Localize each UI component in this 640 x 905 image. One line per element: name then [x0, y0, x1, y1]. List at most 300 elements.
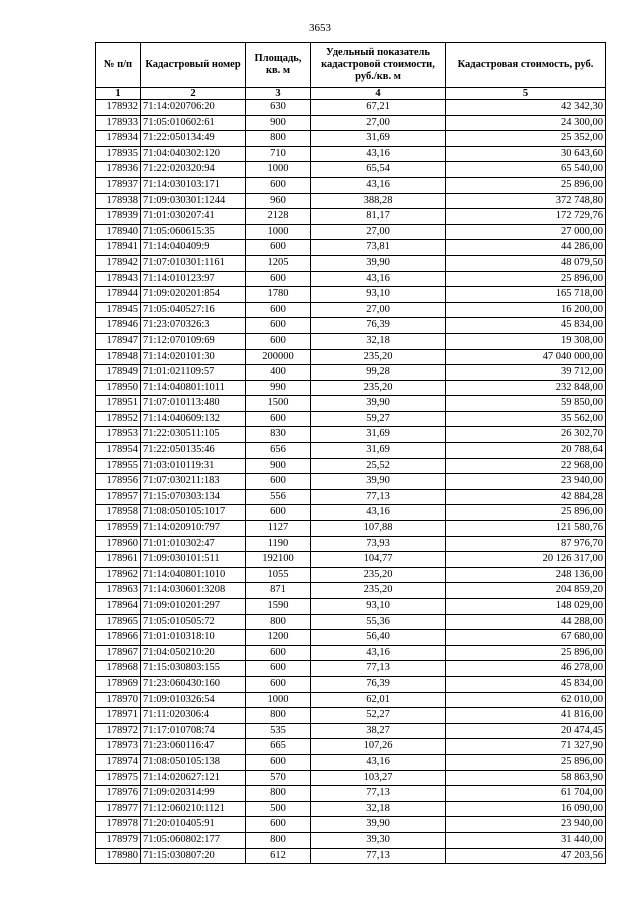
unit-value: 235,20 [311, 349, 446, 365]
area: 960 [246, 193, 311, 209]
area: 1190 [246, 536, 311, 552]
row-index: 178957 [96, 489, 141, 505]
cadastral-number: 71:15:030807:20 [141, 848, 246, 864]
row-index: 178941 [96, 240, 141, 256]
cadastral-number: 71:07:010113:480 [141, 396, 246, 412]
table-row [96, 614, 606, 630]
cadastral-value: 165 718,00 [446, 287, 606, 303]
cadastral-number: 71:12:060210:1121 [141, 801, 246, 817]
cadastral-number: 71:07:030211:183 [141, 474, 246, 490]
unit-value: 77,13 [311, 848, 446, 864]
unit-value: 76,39 [311, 318, 446, 334]
cadastral-value: 248 136,00 [446, 567, 606, 583]
row-index: 178977 [96, 801, 141, 817]
area: 1000 [246, 162, 311, 178]
unit-value: 43,16 [311, 505, 446, 521]
cadastral-number: 71:23:070326:3 [141, 318, 246, 334]
cadastral-number: 71:14:040609:132 [141, 411, 246, 427]
area: 800 [246, 131, 311, 147]
area: 612 [246, 848, 311, 864]
area: 600 [246, 817, 311, 833]
cadastral-number: 71:03:010119:31 [141, 458, 246, 474]
table-row [96, 224, 606, 240]
table-row [96, 146, 606, 162]
row-index: 178964 [96, 599, 141, 615]
table-row [96, 817, 606, 833]
page-number: 3653 [309, 22, 331, 34]
row-index: 178978 [96, 817, 141, 833]
unit-value: 77,13 [311, 489, 446, 505]
unit-value: 73,93 [311, 536, 446, 552]
cadastral-number: 71:14:020101:30 [141, 349, 246, 365]
row-index: 178948 [96, 349, 141, 365]
row-index: 178966 [96, 630, 141, 646]
area: 600 [246, 271, 311, 287]
table-row [96, 380, 606, 396]
row-index: 178971 [96, 708, 141, 724]
area: 1055 [246, 567, 311, 583]
column-number-row [96, 88, 606, 100]
cadastral-value: 42 342,30 [446, 100, 606, 116]
table-row [96, 536, 606, 552]
area: 900 [246, 115, 311, 131]
area: 192100 [246, 552, 311, 568]
table-row [96, 240, 606, 256]
area: 1000 [246, 692, 311, 708]
cadastral-value: 48 079,50 [446, 255, 606, 271]
row-index: 178944 [96, 287, 141, 303]
cadastral-value: 20 474,45 [446, 723, 606, 739]
cadastral-value: 19 308,00 [446, 333, 606, 349]
row-index: 178952 [96, 411, 141, 427]
cadastral-value: 148 029,00 [446, 599, 606, 615]
unit-value: 67,21 [311, 100, 446, 116]
cadastral-value: 25 896,00 [446, 271, 606, 287]
cadastral-number: 71:14:020627:121 [141, 770, 246, 786]
header-index: № п/п [96, 43, 141, 88]
row-index: 178933 [96, 115, 141, 131]
row-index: 178979 [96, 832, 141, 848]
table-row [96, 754, 606, 770]
table-row [96, 365, 606, 381]
unit-value: 31,69 [311, 443, 446, 459]
unit-value: 73,81 [311, 240, 446, 256]
header-cadastral-number: Кадастровый номер [141, 43, 246, 88]
cadastral-value: 25 896,00 [446, 177, 606, 193]
cadastral-number: 71:14:030103:171 [141, 177, 246, 193]
row-index: 178953 [96, 427, 141, 443]
cadastral-number: 71:04:050210:20 [141, 645, 246, 661]
area: 665 [246, 739, 311, 755]
table-row [96, 209, 606, 225]
cadastral-number: 71:14:040801:1011 [141, 380, 246, 396]
row-index: 178960 [96, 536, 141, 552]
table-row [96, 193, 606, 209]
area: 830 [246, 427, 311, 443]
table-row [96, 115, 606, 131]
unit-value: 27,00 [311, 115, 446, 131]
table-row [96, 255, 606, 271]
unit-value: 107,26 [311, 739, 446, 755]
row-index: 178936 [96, 162, 141, 178]
table-row [96, 271, 606, 287]
unit-value: 59,27 [311, 411, 446, 427]
cadastral-value: 45 834,00 [446, 676, 606, 692]
cadastral-value: 26 302,70 [446, 427, 606, 443]
row-index: 178945 [96, 302, 141, 318]
cadastral-value: 23 940,00 [446, 817, 606, 833]
table-row [96, 676, 606, 692]
row-index: 178976 [96, 786, 141, 802]
table-row [96, 131, 606, 147]
area: 1780 [246, 287, 311, 303]
row-index: 178959 [96, 521, 141, 537]
row-index: 178939 [96, 209, 141, 225]
unit-value: 235,20 [311, 583, 446, 599]
cadastral-value: 204 859,20 [446, 583, 606, 599]
unit-value: 38,27 [311, 723, 446, 739]
cadastral-value: 47 203,56 [446, 848, 606, 864]
cadastral-number: 71:22:050134:49 [141, 131, 246, 147]
row-index: 178938 [96, 193, 141, 209]
area: 600 [246, 411, 311, 427]
cadastral-number: 71:15:030803:155 [141, 661, 246, 677]
cadastral-value: 35 562,00 [446, 411, 606, 427]
table-row [96, 287, 606, 303]
unit-value: 77,13 [311, 661, 446, 677]
area: 600 [246, 302, 311, 318]
table-row [96, 645, 606, 661]
unit-value: 39,90 [311, 396, 446, 412]
row-index: 178950 [96, 380, 141, 396]
unit-value: 43,16 [311, 754, 446, 770]
unit-value: 32,18 [311, 801, 446, 817]
cadastral-number: 71:09:020201:854 [141, 287, 246, 303]
unit-value: 39,90 [311, 817, 446, 833]
cadastral-number: 71:08:050105:1017 [141, 505, 246, 521]
unit-value: 56,40 [311, 630, 446, 646]
cadastral-value: 121 580,76 [446, 521, 606, 537]
row-index: 178972 [96, 723, 141, 739]
cadastral-value: 46 278,00 [446, 661, 606, 677]
area: 1205 [246, 255, 311, 271]
cadastral-number: 71:09:010201:297 [141, 599, 246, 615]
cadastral-number: 71:14:040801:1010 [141, 567, 246, 583]
row-index: 178932 [96, 100, 141, 116]
column-number: 1 [96, 88, 141, 100]
cadastral-value: 67 680,00 [446, 630, 606, 646]
row-index: 178974 [96, 754, 141, 770]
cadastral-value: 172 729,76 [446, 209, 606, 225]
cadastral-number: 71:01:021109:57 [141, 365, 246, 381]
cadastral-value: 24 300,00 [446, 115, 606, 131]
cadastral-number: 71:12:070109:69 [141, 333, 246, 349]
cadastral-number: 71:15:070303:134 [141, 489, 246, 505]
cadastral-number: 71:23:060430:160 [141, 676, 246, 692]
table-row [96, 443, 606, 459]
row-index: 178943 [96, 271, 141, 287]
area: 400 [246, 365, 311, 381]
cadastral-number: 71:14:020910:797 [141, 521, 246, 537]
cadastral-number: 71:17:010708:74 [141, 723, 246, 739]
cadastral-number: 71:01:010318:10 [141, 630, 246, 646]
area: 1590 [246, 599, 311, 615]
cadastral-number: 71:09:010326:54 [141, 692, 246, 708]
unit-value: 235,20 [311, 567, 446, 583]
area: 600 [246, 177, 311, 193]
cadastral-value: 61 704,00 [446, 786, 606, 802]
header-cadastral-value: Кадастровая стоимость, руб. [446, 43, 606, 88]
cadastral-value: 27 000,00 [446, 224, 606, 240]
area: 535 [246, 723, 311, 739]
table-row [96, 786, 606, 802]
unit-value: 77,13 [311, 786, 446, 802]
cadastral-number: 71:07:010301:1161 [141, 255, 246, 271]
table-row [96, 474, 606, 490]
cadastral-value: 16 090,00 [446, 801, 606, 817]
cadastral-number: 71:14:010123:97 [141, 271, 246, 287]
cadastral-value: 62 010,00 [446, 692, 606, 708]
unit-value: 43,16 [311, 645, 446, 661]
row-index: 178951 [96, 396, 141, 412]
table-row [96, 100, 606, 116]
unit-value: 65,54 [311, 162, 446, 178]
row-index: 178947 [96, 333, 141, 349]
table-row [96, 552, 606, 568]
table-row [96, 692, 606, 708]
table-row [96, 770, 606, 786]
area: 2128 [246, 209, 311, 225]
cadastral-value: 45 834,00 [446, 318, 606, 334]
unit-value: 81,17 [311, 209, 446, 225]
unit-value: 104,77 [311, 552, 446, 568]
cadastral-number: 71:22:030511:105 [141, 427, 246, 443]
table-row [96, 349, 606, 365]
area: 800 [246, 786, 311, 802]
header-area: Площадь, кв. м [246, 43, 311, 88]
cadastral-number: 71:08:050105:138 [141, 754, 246, 770]
row-index: 178961 [96, 552, 141, 568]
unit-value: 43,16 [311, 146, 446, 162]
table-row [96, 396, 606, 412]
table-row [96, 458, 606, 474]
row-index: 178937 [96, 177, 141, 193]
cadastral-number: 71:09:030101:511 [141, 552, 246, 568]
area: 600 [246, 333, 311, 349]
area: 570 [246, 770, 311, 786]
cadastral-number: 71:01:010302:47 [141, 536, 246, 552]
area: 600 [246, 661, 311, 677]
unit-value: 388,28 [311, 193, 446, 209]
cadastral-value: 59 850,00 [446, 396, 606, 412]
area: 600 [246, 645, 311, 661]
table-row [96, 333, 606, 349]
table-row [96, 723, 606, 739]
unit-value: 27,00 [311, 224, 446, 240]
unit-value: 99,28 [311, 365, 446, 381]
area: 710 [246, 146, 311, 162]
area: 1000 [246, 224, 311, 240]
table-row [96, 599, 606, 615]
cadastral-number: 71:20:010405:91 [141, 817, 246, 833]
table-row [96, 177, 606, 193]
row-index: 178967 [96, 645, 141, 661]
area: 200000 [246, 349, 311, 365]
cadastral-value: 20 126 317,00 [446, 552, 606, 568]
unit-value: 32,18 [311, 333, 446, 349]
table-row [96, 848, 606, 864]
cadastral-value: 22 968,00 [446, 458, 606, 474]
unit-value: 39,90 [311, 474, 446, 490]
table-row [96, 302, 606, 318]
column-number: 5 [446, 88, 606, 100]
table-row [96, 318, 606, 334]
area: 556 [246, 489, 311, 505]
area: 1500 [246, 396, 311, 412]
unit-value: 31,69 [311, 131, 446, 147]
table-row [96, 521, 606, 537]
unit-value: 43,16 [311, 177, 446, 193]
unit-value: 103,27 [311, 770, 446, 786]
unit-value: 43,16 [311, 271, 446, 287]
cadastral-number: 71:09:030301:1244 [141, 193, 246, 209]
cadastral-value-table [95, 42, 606, 864]
cadastral-value: 39 712,00 [446, 365, 606, 381]
cadastral-number: 71:05:010505:72 [141, 614, 246, 630]
unit-value: 62,01 [311, 692, 446, 708]
area: 630 [246, 100, 311, 116]
unit-value: 76,39 [311, 676, 446, 692]
area: 1127 [246, 521, 311, 537]
table-row [96, 630, 606, 646]
header-row [96, 43, 606, 88]
unit-value: 235,20 [311, 380, 446, 396]
row-index: 178969 [96, 676, 141, 692]
cadastral-number: 71:09:020314:99 [141, 786, 246, 802]
area: 656 [246, 443, 311, 459]
column-number: 2 [141, 88, 246, 100]
cadastral-value: 372 748,80 [446, 193, 606, 209]
area: 600 [246, 676, 311, 692]
row-index: 178975 [96, 770, 141, 786]
cadastral-number: 71:23:060116:47 [141, 739, 246, 755]
table-row [96, 661, 606, 677]
table-row [96, 505, 606, 521]
cadastral-value: 20 788,64 [446, 443, 606, 459]
cadastral-number: 71:14:030601:3208 [141, 583, 246, 599]
cadastral-value: 25 896,00 [446, 505, 606, 521]
cadastral-value: 41 816,00 [446, 708, 606, 724]
cadastral-number: 71:04:040302:120 [141, 146, 246, 162]
row-index: 178955 [96, 458, 141, 474]
cadastral-value: 44 286,00 [446, 240, 606, 256]
cadastral-number: 71:22:020320:94 [141, 162, 246, 178]
area: 800 [246, 832, 311, 848]
unit-value: 55,36 [311, 614, 446, 630]
row-index: 178940 [96, 224, 141, 240]
cadastral-value: 58 863,90 [446, 770, 606, 786]
cadastral-value: 23 940,00 [446, 474, 606, 490]
cadastral-number: 71:05:010602:61 [141, 115, 246, 131]
cadastral-number: 71:14:020706:20 [141, 100, 246, 116]
area: 500 [246, 801, 311, 817]
cadastral-value: 25 896,00 [446, 754, 606, 770]
table-row [96, 427, 606, 443]
area: 600 [246, 240, 311, 256]
row-index: 178949 [96, 365, 141, 381]
cadastral-value: 25 352,00 [446, 131, 606, 147]
unit-value: 93,10 [311, 287, 446, 303]
cadastral-value: 16 200,00 [446, 302, 606, 318]
row-index: 178954 [96, 443, 141, 459]
cadastral-number: 71:05:040527:16 [141, 302, 246, 318]
area: 800 [246, 708, 311, 724]
cadastral-value: 25 896,00 [446, 645, 606, 661]
table-row [96, 583, 606, 599]
area: 990 [246, 380, 311, 396]
area: 800 [246, 614, 311, 630]
row-index: 178956 [96, 474, 141, 490]
table-row [96, 801, 606, 817]
row-index: 178973 [96, 739, 141, 755]
cadastral-value: 65 540,00 [446, 162, 606, 178]
cadastral-value: 71 327,90 [446, 739, 606, 755]
header-unit-value: Удельный показатель кадастровой стоимости, руб./кв. м [311, 43, 446, 88]
table-body [96, 100, 606, 864]
cadastral-number: 71:11:020306:4 [141, 708, 246, 724]
cadastral-value: 44 288,00 [446, 614, 606, 630]
row-index: 178934 [96, 131, 141, 147]
row-index: 178963 [96, 583, 141, 599]
area: 600 [246, 754, 311, 770]
row-index: 178942 [96, 255, 141, 271]
cadastral-number: 71:01:030207:41 [141, 209, 246, 225]
area: 600 [246, 505, 311, 521]
cadastral-value: 47 040 000,00 [446, 349, 606, 365]
cadastral-value: 42 884,28 [446, 489, 606, 505]
row-index: 178968 [96, 661, 141, 677]
area: 600 [246, 474, 311, 490]
cadastral-value: 87 976,70 [446, 536, 606, 552]
area: 871 [246, 583, 311, 599]
row-index: 178946 [96, 318, 141, 334]
cadastral-number: 71:05:060615:35 [141, 224, 246, 240]
cadastral-number: 71:14:040409:9 [141, 240, 246, 256]
row-index: 178965 [96, 614, 141, 630]
unit-value: 93,10 [311, 599, 446, 615]
table-row [96, 411, 606, 427]
column-number: 4 [311, 88, 446, 100]
cadastral-value: 232 848,00 [446, 380, 606, 396]
table-row [96, 832, 606, 848]
cadastral-value: 30 643,60 [446, 146, 606, 162]
table-row [96, 567, 606, 583]
row-index: 178980 [96, 848, 141, 864]
table-row [96, 739, 606, 755]
area: 900 [246, 458, 311, 474]
row-index: 178935 [96, 146, 141, 162]
row-index: 178970 [96, 692, 141, 708]
table-row [96, 162, 606, 178]
column-number: 3 [246, 88, 311, 100]
cadastral-number: 71:22:050135:46 [141, 443, 246, 459]
table-row [96, 708, 606, 724]
unit-value: 25,52 [311, 458, 446, 474]
row-index: 178962 [96, 567, 141, 583]
unit-value: 27,00 [311, 302, 446, 318]
unit-value: 107,88 [311, 521, 446, 537]
table-row [96, 489, 606, 505]
